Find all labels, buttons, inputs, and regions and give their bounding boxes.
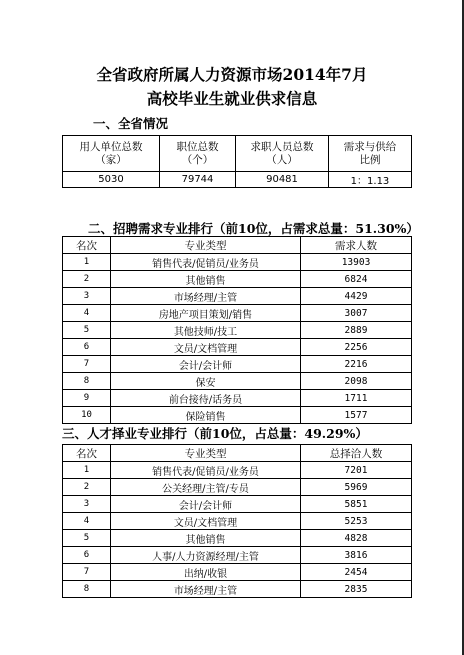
table-row [63, 254, 412, 271]
table-row [63, 496, 412, 513]
table-row [63, 462, 412, 479]
overall-summary-table [62, 135, 412, 188]
rank-cell: 7 [63, 564, 111, 581]
rank-cell: 3 [63, 496, 111, 513]
count-cell: 2835 [301, 581, 412, 598]
specialty-cell: 保险销售 [111, 407, 301, 424]
job-seeker-ranking-table [62, 444, 412, 598]
count-cell: 2216 [301, 356, 412, 373]
rank-cell: 10 [63, 407, 111, 424]
rank-cell: 4 [63, 305, 111, 322]
rank-cell: 1 [63, 462, 111, 479]
seeker-header-cell: 名次 [63, 445, 111, 462]
summary-value-cell: 5030 [63, 172, 160, 188]
summary-header-cell: 需求与供给比例 [329, 136, 412, 172]
demand-header-cell: 专业类型 [111, 237, 301, 254]
table-row [63, 356, 412, 373]
specialty-cell: 前台接待/话务员 [111, 390, 301, 407]
table-row [63, 479, 412, 496]
rank-cell: 2 [63, 271, 111, 288]
specialty-cell: 其他销售 [111, 530, 301, 547]
table-row [63, 288, 412, 305]
summary-value-row [63, 172, 412, 188]
table-row [63, 305, 412, 322]
specialty-cell: 销售代表/促销员/业务员 [111, 462, 301, 479]
count-cell: 1711 [301, 390, 412, 407]
summary-header-cell: 用人单位总数（家） [63, 136, 160, 172]
count-cell: 7201 [301, 462, 412, 479]
specialty-cell: 保安 [111, 373, 301, 390]
summary-value-cell: 1：1.13 [329, 172, 412, 188]
count-cell: 1577 [301, 407, 412, 424]
table-row [63, 390, 412, 407]
summary-header-cell: 职位总数（个） [160, 136, 236, 172]
summary-header-cell: 求职人员总数（人） [236, 136, 329, 172]
count-cell: 5851 [301, 496, 412, 513]
summary-header-row [63, 136, 412, 172]
table-row [63, 322, 412, 339]
summary-value-cell: 90481 [236, 172, 329, 188]
table-row [63, 373, 412, 390]
rank-cell: 2 [63, 479, 111, 496]
count-cell: 5969 [301, 479, 412, 496]
count-cell: 6824 [301, 271, 412, 288]
rank-cell: 5 [63, 530, 111, 547]
table-row [63, 271, 412, 288]
section-3-heading: 三、人才择业专业排行（前10位，占总量：49.29%） [62, 426, 368, 441]
count-cell: 4429 [301, 288, 412, 305]
count-cell: 13903 [301, 254, 412, 271]
rank-cell: 9 [63, 390, 111, 407]
specialty-cell: 文员/文档管理 [111, 513, 301, 530]
count-cell: 2454 [301, 564, 412, 581]
table-row [63, 564, 412, 581]
count-cell: 2256 [301, 339, 412, 356]
rank-cell: 4 [63, 513, 111, 530]
count-cell: 3816 [301, 547, 412, 564]
table-row [63, 547, 412, 564]
document-title-line-1: 全省政府所属人力资源市场2014年7月 [96, 65, 368, 84]
specialty-cell: 其他销售 [111, 271, 301, 288]
rank-cell: 8 [63, 581, 111, 598]
seeker-header-row [63, 445, 412, 462]
document-title-line-2: 高校毕业生就业供求信息 [146, 89, 318, 108]
count-cell: 2889 [301, 322, 412, 339]
rank-cell: 5 [63, 322, 111, 339]
rank-cell: 7 [63, 356, 111, 373]
specialty-cell: 公关经理/主管/专员 [111, 479, 301, 496]
rank-cell: 3 [63, 288, 111, 305]
specialty-cell: 其他技师/技工 [111, 322, 301, 339]
table-row [63, 581, 412, 598]
count-cell: 3007 [301, 305, 412, 322]
table-row [63, 339, 412, 356]
specialty-cell: 市场经理/主管 [111, 288, 301, 305]
demand-header-cell: 需求人数 [301, 237, 412, 254]
specialty-cell: 出纳/收银 [111, 564, 301, 581]
seeker-header-cell: 总择洽人数 [301, 445, 412, 462]
seeker-header-cell: 专业类型 [111, 445, 301, 462]
specialty-cell: 房地产项目策划/销售 [111, 305, 301, 322]
specialty-cell: 会计/会计师 [111, 356, 301, 373]
section-1-heading: 一、全省情况 [93, 116, 169, 131]
specialty-cell: 市场经理/主管 [111, 581, 301, 598]
rank-cell: 6 [63, 547, 111, 564]
specialty-cell: 文员/文档管理 [111, 339, 301, 356]
rank-cell: 1 [63, 254, 111, 271]
demand-header-row [63, 237, 412, 254]
table-row [63, 513, 412, 530]
rank-cell: 8 [63, 373, 111, 390]
demand-header-cell: 名次 [63, 237, 111, 254]
table-row [63, 407, 412, 424]
demand-ranking-table [62, 236, 412, 424]
section-2-heading: 二、招聘需求专业排行（前10位，占需求总量：51.30%） [88, 221, 419, 236]
count-cell: 5253 [301, 513, 412, 530]
specialty-cell: 人事/人力资源经理/主管 [111, 547, 301, 564]
specialty-cell: 销售代表/促销员/业务员 [111, 254, 301, 271]
count-cell: 2098 [301, 373, 412, 390]
table-row [63, 530, 412, 547]
specialty-cell: 会计/会计师 [111, 496, 301, 513]
rank-cell: 6 [63, 339, 111, 356]
count-cell: 4828 [301, 530, 412, 547]
summary-value-cell: 79744 [160, 172, 236, 188]
